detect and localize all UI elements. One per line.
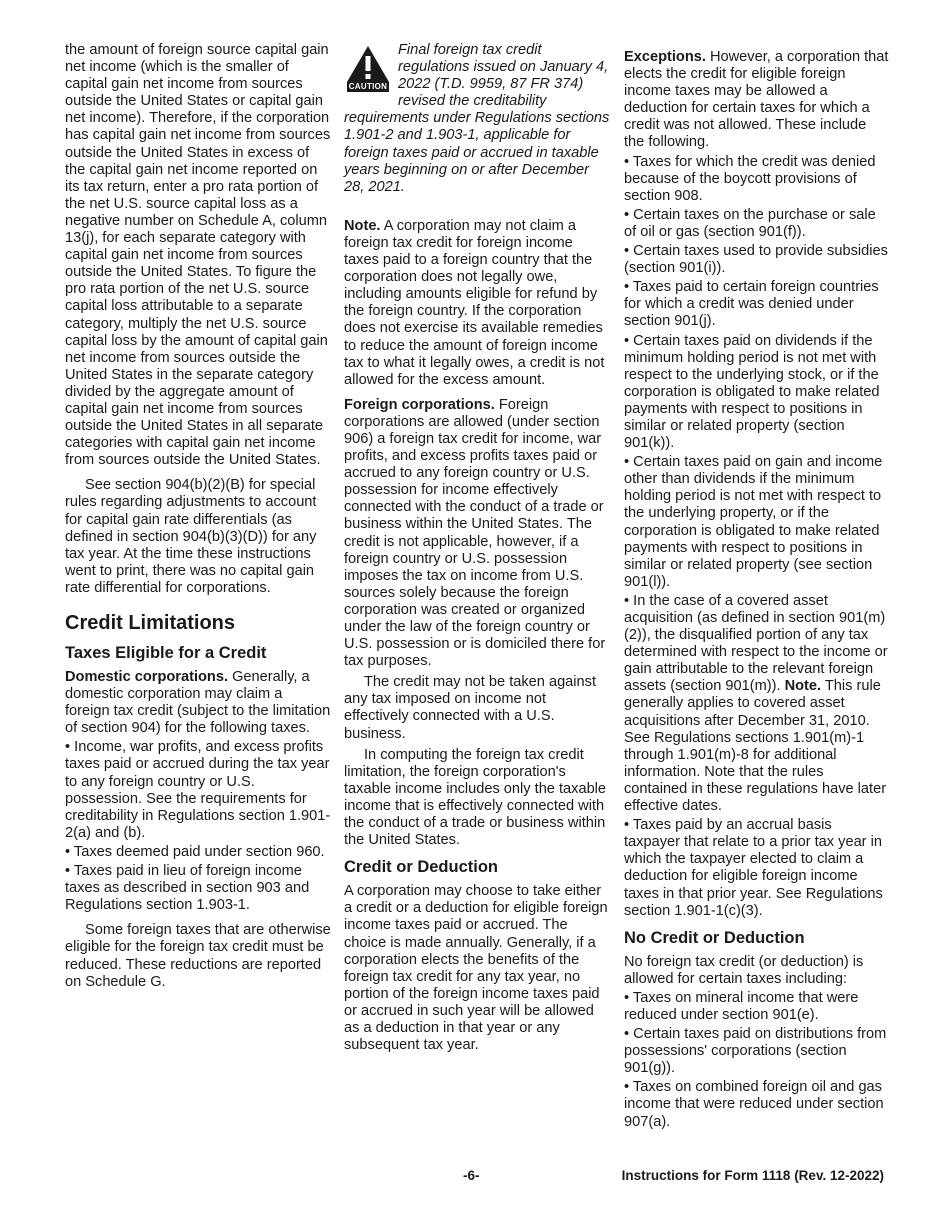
list-item: • Certain taxes paid on distributions from possessions' corporations (section 901(g)). [624,1026,887,1077]
list-item: • Taxes on combined foreign oil and gas income that were reduced under section 907(a). [624,1079,884,1130]
exceptions-text: However, a corporation that elects the credit for eligible foreign income taxes may be allowed a deduction for certain taxes for which a credit was not allowed. These include the following. [624,49,889,151]
list-item: • In the case of a covered asset acquisition (as defined in section 901(m)(2)), the disqualified portion of any tax determined with respect to the income or gain attributable to the relevant foreign assets (section 901(m)). Note. This rule generally applies to covered asset acquisitions after December 31, 2010. See Regulations sections 1.901(m)-1 through 1.901(m)-8 for additional information. Note that the rules contained in these regulations have later effective dates. [624,592,888,815]
bullet-icon: • [624,332,630,349]
list-item: • Taxes paid in lieu of foreign income taxes as described in section 903 and Regulations section 1.903-1. [65,863,310,914]
credit-limitations-heading: Credit Limitations [65,612,236,634]
caution-note [344,42,610,196]
credit-not-taken-paragraph: The credit may not be taken against any tax imposed on income not effectively connected with a U.S. business. [344,674,597,742]
foreign-corporations-paragraph [344,397,610,671]
domestic-corporations-lead: Domestic corporations. [65,669,228,685]
list-item: • Certain taxes used to provide subsidies (section 901(i)). [624,243,888,277]
bullet-icon: • [624,592,630,609]
list-item: • Taxes for which the credit was denied because of the boycott provisions of section 908. [624,153,876,204]
note-text: A corporation may not claim a foreign tax credit for foreign income taxes paid to a foreign country that the corporation does not legally owe, including amounts eligible for refund by the foreign country. If the corporation does not exercise its available remedies to reduce the amount of foreign income tax to what it legally owes, a credit is not allowed for the excess amount. [344,217,605,388]
domestic-corporations-text: Generally, a domestic corporation may claim a foreign tax credit (subject to the limitation of section 904) for the following taxes. [65,669,331,737]
bullet-icon: • [65,739,71,756]
taxes-eligible-heading: Taxes Eligible for a Credit [65,644,267,662]
list-item: • Taxes paid to certain foreign countries for which a credit was denied under section 901(j). [624,279,879,330]
computing-limitation-paragraph: In computing the foreign tax credit limitation, the foreign corporation's taxable income includes only the taxable income that is effectively connected with the conduct of a trade or business within the United States. [344,746,607,849]
caution-text: Final foreign tax credit regulations issued on January 4, 2022 (T.D. 9959, 87 FR 374) revised the creditability requirements under Regulations sections 1.901-2 and 1.903-1, applicable for foreign taxes paid or accrued in taxable years beginning on or after December 28, 2021. [344,42,610,195]
form-title-footer: Instructions for Form 1118 (Rev. 12-2022) [621,1168,884,1183]
exceptions-paragraph [624,49,890,152]
column-1 [65,42,331,999]
note-lead: Note. [344,217,381,234]
list-item: • Certain taxes paid on dividends if the minimum holding period is not met with respect to the underlying stock, or if the corporation is obligated to make related payments with respect to positions in similar or related property (section 901(k)). [624,332,880,452]
bullet-icon: • [624,279,630,296]
page-number: -6- [463,1168,480,1183]
list-item: • Taxes paid by an accrual basis taxpayer that relate to a prior tax year in which the taxpayer elected to claim a deduction for eligible foreign income taxes in that prior year. See Regulations section 1.901-1(c)(3). [624,817,883,919]
warning-triangle-icon [346,45,390,83]
list-item: • Taxes on mineral income that were reduced under section 901(e). [624,989,859,1023]
bullet-icon: • [624,817,630,834]
list-item: • Taxes deemed paid under section 960. [65,843,325,860]
bullet-icon: • [65,863,71,880]
bullet-icon: • [624,989,630,1006]
capital-gain-paragraph: the amount of foreign source capital gain net income (which is the smaller of capital gain net income from sources outside the United States or capital gain net income). Therefore, if the corporation has capital gain net income from sources outside the United States in excess of the capital gain net income reported on its tax return, enter a pro rata portion of the net U.S. source capital loss as a negative number on Schedule A, column 13(j), for each separate category with capital gain net income from sources outside the United States. To figure the pro rata portion of the net U.S. source capital loss attributable to a separate category, multiply the net U.S. source capital loss by the amount of capital gain net income from sources outside the United States in the separate category divided by the aggregate amount of capital gain net income from sources outside the United States in all separate categories with capital gain net income from sources outside the United States. [65,42,331,469]
note-paragraph [344,218,610,389]
credit-or-deduction-heading: Credit or Deduction [344,858,499,877]
bullet-icon: • [624,1079,630,1096]
column-3 [624,49,890,1133]
section-904-paragraph: See section 904(b)(2)(B) for special rules regarding adjustments to account for capital gain rate differentials (as defined in section 904(b)(3)(D)) for any tax year. At the time these instructions went to print, there was no capital gain rate differential for corporations. [65,477,317,596]
bullet-icon: • [624,243,630,260]
credit-or-deduction-paragraph: A corporation may choose to take either a credit or a deduction for eligible foreign income taxes paid or accrued. The choice is made annually. Generally, if a corporation elects the benefits of the foreign tax credit for any tax year, no portion of the foreign income taxes paid or accrued in such year will be allowed as a deduction in that year or any subsequent tax year. [344,883,608,1054]
list-item: • Certain taxes on the purchase or sale of oil or gas (section 901(f)). [624,206,876,240]
exceptions-lead: Exceptions. [624,49,706,65]
column-2 [344,42,610,1062]
bullet-icon: • [624,153,630,170]
reductions-paragraph: Some foreign taxes that are otherwise eligible for the foreign tax credit must be reduced. These reductions are reported on Schedule G. [65,922,331,990]
bullet-icon: • [624,1026,630,1043]
foreign-corporations-lead: Foreign corporations. [344,396,495,413]
bullet-icon: • [65,843,71,860]
bullet-icon: • [624,454,630,471]
no-credit-or-deduction-heading: No Credit or Deduction [624,928,805,947]
domestic-corporations-paragraph [65,669,331,737]
bullet-icon: • [624,206,630,223]
no-credit-paragraph: No foreign tax credit (or deduction) is allowed for certain taxes including: [624,953,864,987]
caution-icon [344,45,392,93]
caution-label: CAUTION [348,82,388,91]
list-item: • Income, war profits, and excess profits taxes paid or accrued during the tax year to any foreign country or U.S. possession. See the requirements for creditability in Regulations section 1.901-2(a) and (b). [65,739,331,841]
foreign-corporations-text: Foreign corporations are allowed (under section 906) a foreign tax credit for income, war profits, and excess profits taxes paid or accrued to any foreign country or U.S. possession for income effectively connected with the conduct of a trade or business within the United States. The credit is not applicable, however, if a foreign country or U.S. possession imposes the tax on income from U.S. sources solely because the foreign corporation was created or organized under the law of the foreign country or U.S. possession or is domiciled there for tax purposes. [344,396,606,670]
covered-note-lead: Note. [784,678,822,695]
list-item: • Certain taxes paid on gain and income other than dividends if the minimum holding period is not met with respect to the underlying property, or if the corporation is obligated to make related payments with respect to positions in similar or related property (see section 901(l)). [624,454,883,590]
